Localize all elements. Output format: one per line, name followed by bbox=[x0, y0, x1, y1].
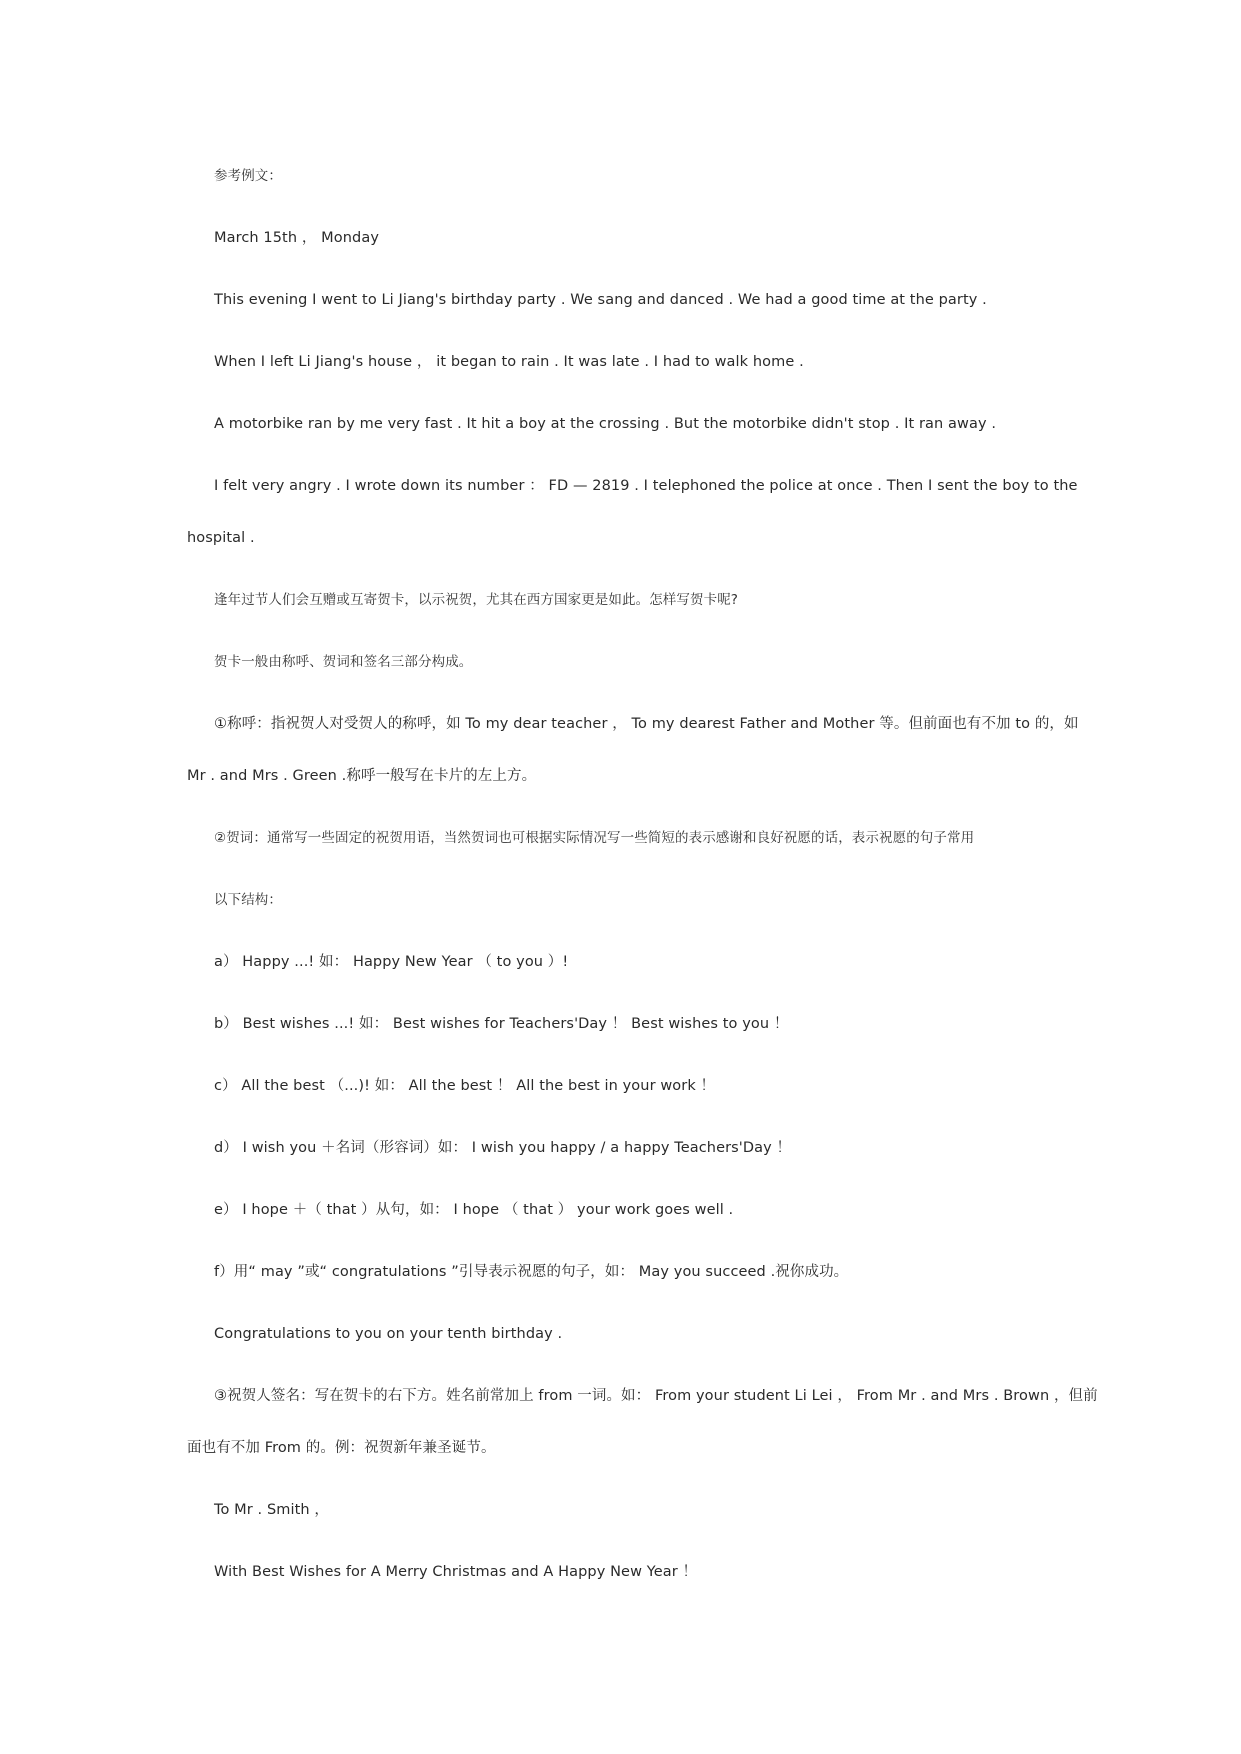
essay-line: This evening I went to Li Jiang's birthday party . We sang and danced . We had a good time at the party . bbox=[214, 292, 987, 308]
signature-rule: ③祝贺人签名：写在贺卡的右下方。姓名前常加上 from 一词。如： From your student Li Lei ， From Mr . and Mrs . Brown ，但前 bbox=[214, 1388, 1098, 1404]
card-example-wishes: With Best Wishes for A Merry Christmas and A Happy New Year ！ bbox=[214, 1564, 698, 1580]
essay-line: A motorbike ran by me very fast . It hit a boy at the crossing . But the motorbike didn't stop . It ran away . bbox=[214, 416, 997, 432]
pattern-item-d: d） I wish you ＋名词（形容词）如： I wish you happy / a happy Teachers'Day ！ bbox=[214, 1140, 792, 1156]
salutation-rule: ①称呼：指祝贺人对受贺人的称呼，如 To my dear teacher ， To my dearest Father and Mother 等。但前面也有不加 to 的，如 bbox=[214, 716, 1079, 732]
essay-line: When I left Li Jiang's house ， it began to rain . It was late . I had to walk home . bbox=[214, 354, 804, 370]
salutation-rule-continued: Mr . and Mrs . Green .称呼一般写在卡片的左上方。 bbox=[187, 768, 537, 784]
diary-date-line: March 15th ， Monday bbox=[214, 230, 379, 246]
sample-essay-heading: 参考例文： bbox=[214, 168, 282, 184]
card-example-salutation: To Mr . Smith ， bbox=[214, 1502, 330, 1518]
greeting-words-rule-continued: 以下结构： bbox=[214, 892, 282, 908]
essay-line: I felt very angry . I wrote down its number ： FD — 2819 . I telephoned the police at once . Then I sent the boy to the bbox=[214, 478, 1078, 494]
greeting-card-intro: 逢年过节人们会互赠或互寄贺卡，以示祝贺，尤其在西方国家更是如此。怎样写贺卡呢? bbox=[214, 592, 739, 608]
greeting-card-structure: 贺卡一般由称呼、贺词和签名三部分构成。 bbox=[214, 654, 473, 670]
pattern-item-f: f）用“ may ”或“ congratulations ”引导表示祝愿的句子，如： May you succeed .祝你成功。 bbox=[214, 1264, 849, 1280]
pattern-item-c: c） All the best （...)! 如： All the best ！ All the best in your work ！ bbox=[214, 1078, 716, 1094]
pattern-item-a: a） Happy ...! 如： Happy New Year （ to you ）! bbox=[214, 954, 569, 970]
signature-rule-continued: 面也有不加 From 的。例：祝贺新年兼圣诞节。 bbox=[187, 1440, 496, 1456]
essay-line-continued: hospital . bbox=[187, 530, 255, 546]
greeting-words-rule: ②贺词：通常写一些固定的祝贺用语，当然贺词也可根据实际情况写一些简短的表示感谢和良好祝愿的话，表示祝愿的句子常用 bbox=[214, 830, 975, 846]
pattern-item-b: b） Best wishes ...! 如： Best wishes for Teachers'Day ！ Best wishes to you ！ bbox=[214, 1016, 789, 1032]
pattern-example: Congratulations to you on your tenth birthday . bbox=[214, 1326, 563, 1342]
pattern-item-e: e） I hope ＋（ that ）从句，如： I hope （ that ） your work goes well . bbox=[214, 1202, 734, 1218]
